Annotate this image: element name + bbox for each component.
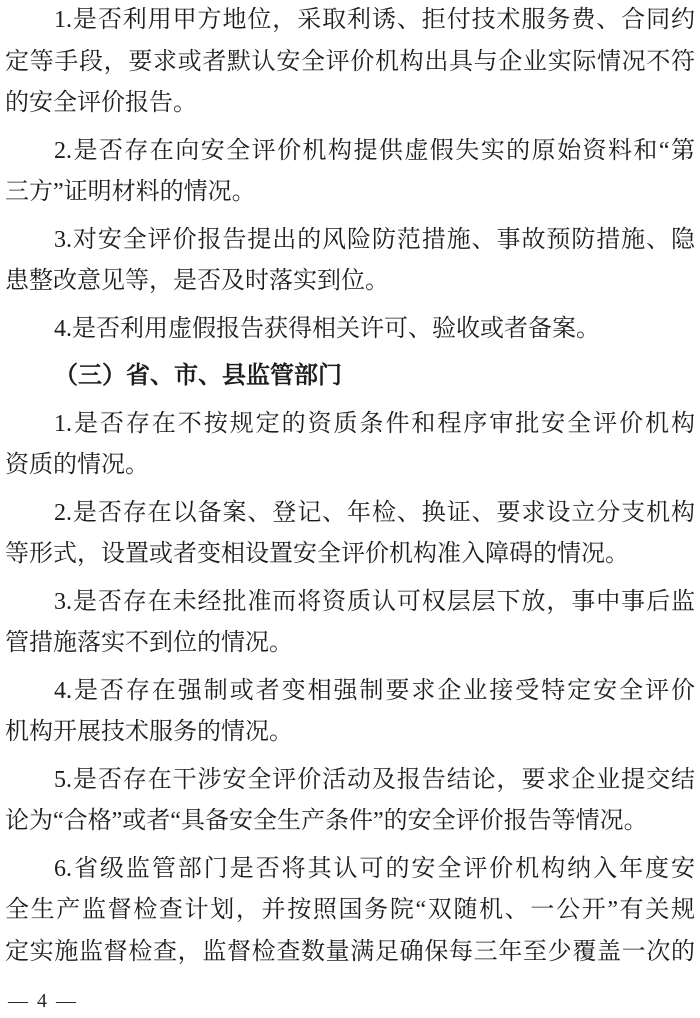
text-line: 2.是否存在向安全评价机构提供虚假失实的原始资料和“第 — [54, 137, 695, 164]
page-number: — 4 — — [8, 990, 78, 1012]
paragraph — [5, 760, 695, 843]
paragraph — [5, 309, 695, 351]
text-line: 3.对安全评价报告提出的风险防范措施、事故预防措施、隐 — [54, 226, 695, 253]
text-line: 论为“合格”或者“具备安全生产条件”的安全评价报告等情况。 — [5, 808, 648, 834]
text-line: 1.是否利用甲方地位，采取利诱、拒付技术服务费、合同约 — [54, 7, 695, 33]
paragraph — [5, 220, 695, 303]
paragraph — [5, 0, 695, 125]
paragraph — [5, 671, 695, 754]
text-line: 1.是否存在不按规定的资质条件和程序审批安全评价机构 — [54, 410, 695, 437]
paragraph — [5, 493, 695, 576]
text-line: 机构开展技术服务的情况。 — [5, 719, 293, 745]
paragraph — [5, 404, 695, 487]
text-line: 资质的情况。 — [5, 452, 149, 478]
text-line: 定等手段，要求或者默认安全评价机构出具与企业实际情况不符 — [5, 48, 695, 75]
text-line: 全生产监督检查计划，并按照国务院“双随机、一公开”有关规 — [5, 897, 695, 923]
text-line: 三方”证明材料的情况。 — [5, 179, 256, 205]
text-line: 3.是否存在未经批准而将资质认可权层层下放，事中事后监 — [54, 588, 695, 615]
text-line: 管措施落实不到位的情况。 — [5, 630, 293, 656]
text-line: 患整改意见等，是否及时落实到位。 — [5, 268, 389, 294]
section-heading — [5, 356, 695, 398]
paragraph — [5, 849, 695, 974]
text-line: 5.是否存在干涉安全评价活动及报告结论，要求企业提交结 — [54, 766, 695, 793]
paragraph — [5, 582, 695, 665]
text-line: 等形式，设置或者变相设置安全评价机构准入障碍的情况。 — [5, 541, 629, 567]
text-line: （三）省、市、县监管部门 — [54, 363, 342, 389]
text-line: 4.是否存在强制或者变相强制要求企业接受特定安全评价 — [54, 677, 695, 704]
text-line: 4.是否利用虚假报告获得相关许可、验收或者备案。 — [54, 315, 600, 342]
text-line: 6.省级监管部门是否将其认可的安全评价机构纳入年度安 — [54, 855, 695, 882]
text-line: 定实施监督检查，监督检查数量满足确保每三年至少覆盖一次的 — [5, 938, 695, 965]
paragraph — [5, 131, 695, 214]
text-line: 2.是否存在以备案、登记、年检、换证、要求设立分支机构 — [54, 499, 695, 526]
text-line: 的安全评价报告。 — [5, 90, 197, 116]
